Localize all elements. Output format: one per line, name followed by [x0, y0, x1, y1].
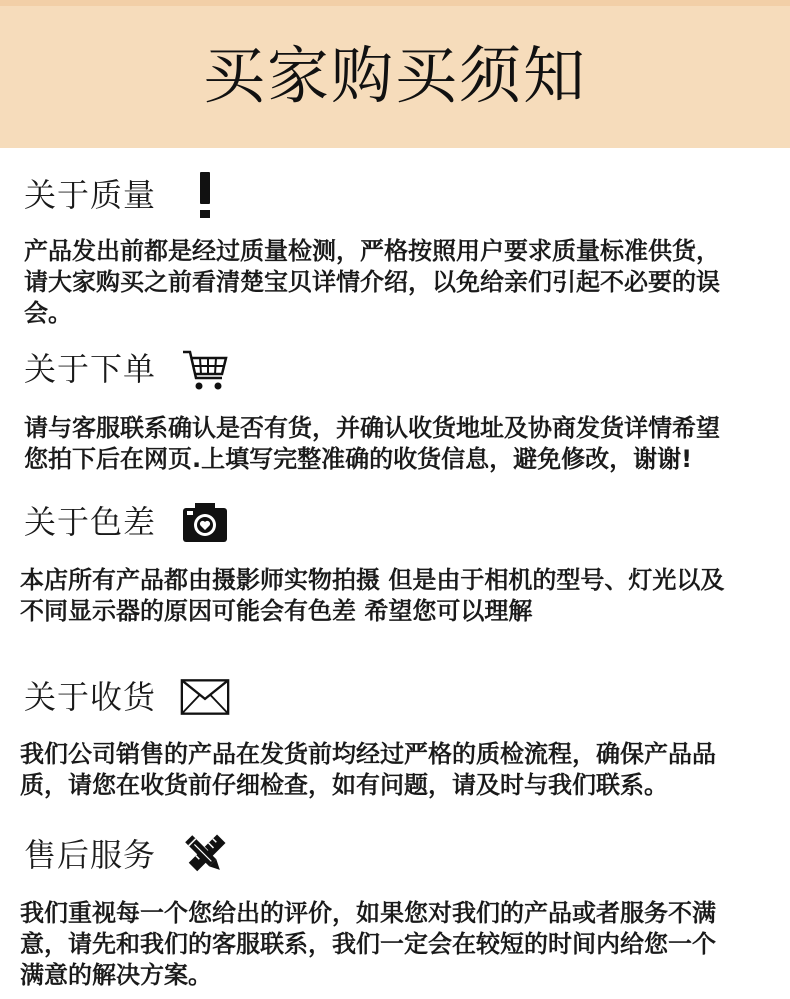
section-header — [24, 344, 230, 394]
section-header — [24, 170, 230, 220]
section-body: 我们公司销售的产品在发货前均经过严格的质检流程，确保产品品 质，请您在收货前仔细检查，如有问题，请及时与我们联系。 — [20, 740, 716, 799]
section-header — [24, 497, 230, 547]
section-header — [24, 830, 230, 880]
page-title: 买家购买须知 — [202, 39, 587, 112]
section-title: 关于收货 — [24, 678, 157, 716]
header-top-stripe — [0, 0, 790, 6]
exclamation-icon — [180, 170, 230, 220]
shopping-cart-icon — [180, 344, 230, 394]
section-body: 本店所有产品都由摄影师实物拍摄 但是由于相机的型号、灯光以及 不同显示器的原因可能会有色差 希望您可以理解 — [20, 566, 725, 625]
section-title: 关于下单 — [24, 350, 157, 388]
section-body: 我们重视每一个您给出的评价，如果您对我们的产品或者服务不满 意，请先和我们的客服联系，我们一定会在较短的时间内给您一个 满意的解决方案。 — [20, 899, 716, 989]
header-banner — [0, 0, 790, 148]
section-title: 售后服务 — [24, 836, 157, 874]
section-header — [24, 672, 230, 722]
section-body: 请与客服联系确认是否有货，并确认收货地址及协商发货详情希望 您拍下后在网页.上填写完整准确的收货信息，避免修改，谢谢! — [24, 414, 720, 473]
section-title: 关于质量 — [24, 176, 157, 214]
section-body: 产品发出前都是经过质量检测，严格按照用户要求质量标准供货， 请大家购买之前看清楚宝贝详情介绍，以免给亲们引起不必要的误 会。 — [24, 237, 720, 327]
section-title: 关于色差 — [24, 503, 157, 541]
camera-icon — [180, 497, 230, 547]
pencil-ruler-icon — [180, 830, 230, 880]
envelope-icon — [180, 672, 230, 722]
